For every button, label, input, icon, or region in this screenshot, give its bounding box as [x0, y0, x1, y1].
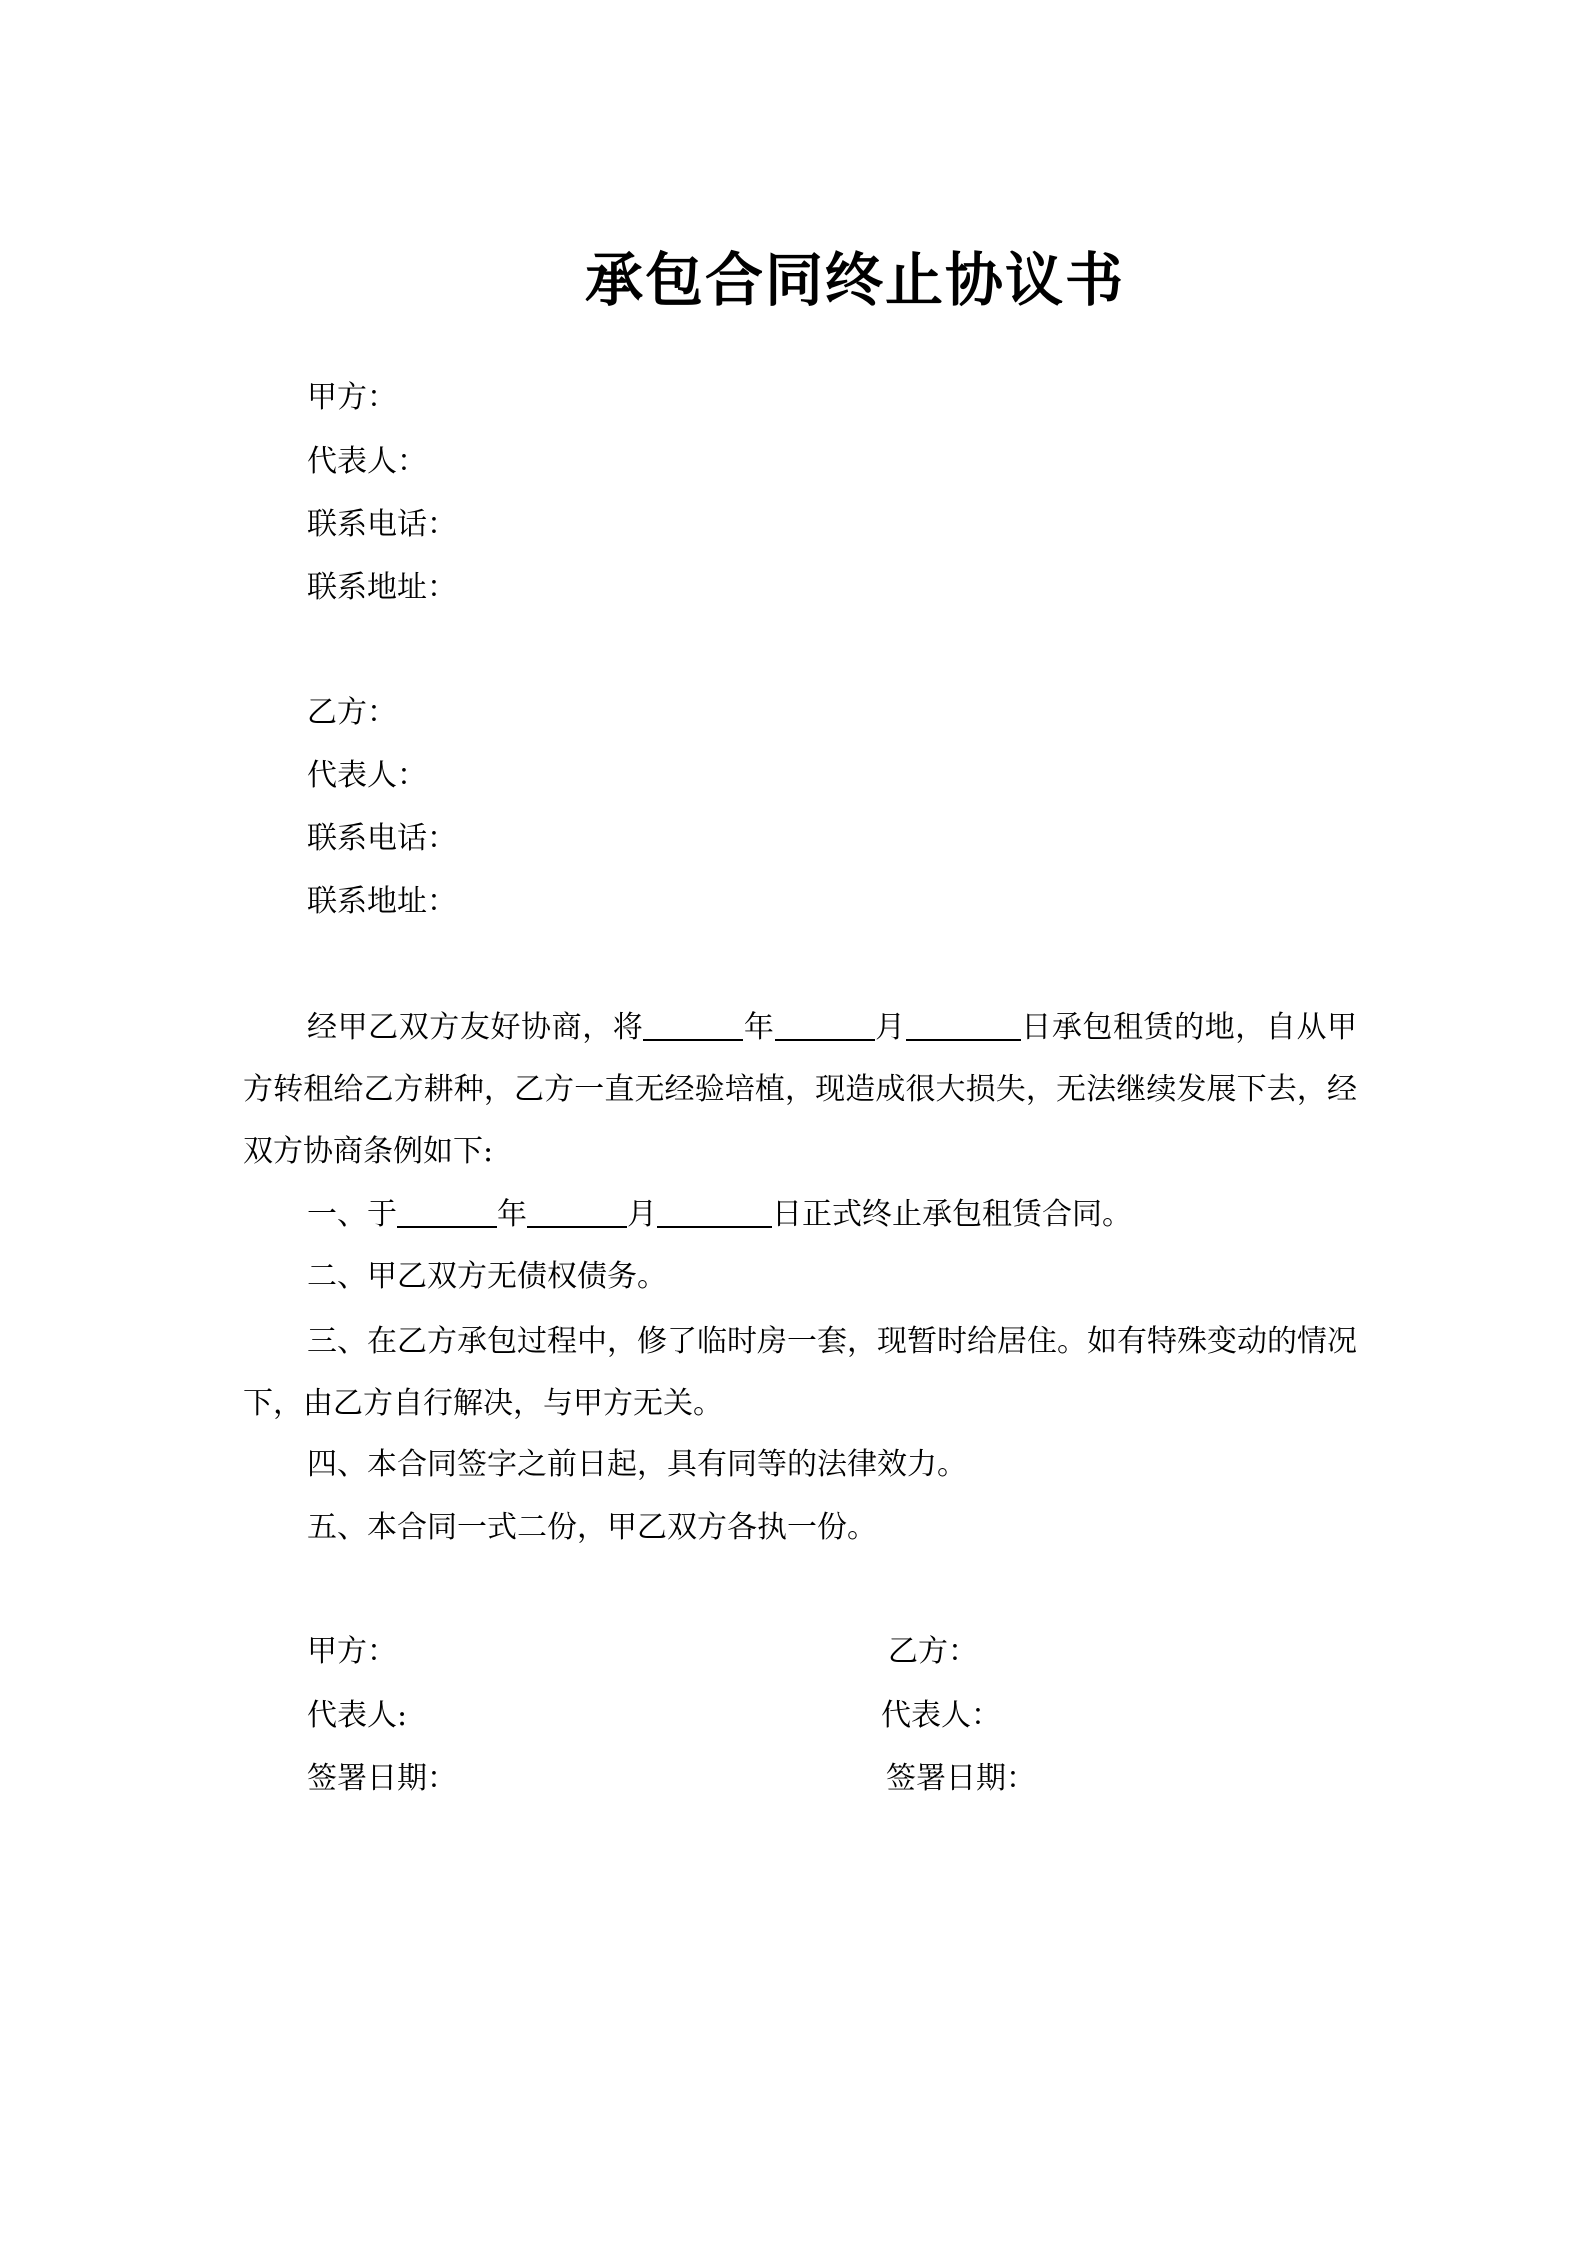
- party-a-rep-label: 代表人：: [307, 444, 427, 479]
- clause-3: 三、在乙方承包过程中，修了临时房一套，现暂时给居住。如有特殊变动的情况下，由乙方自行解决，与甲方无关。: [243, 1324, 1357, 1421]
- clause-1-year-blank: [397, 1196, 497, 1228]
- party-a-phone-label: 联系电话：: [307, 507, 457, 542]
- signature-date-a: 签署日期：: [307, 1761, 457, 1796]
- party-b-name-label: 乙方：: [307, 695, 397, 730]
- clause-1-year: 年: [497, 1197, 527, 1232]
- month-blank: [775, 1009, 875, 1041]
- clause-4: 四、本合同签字之前日起，具有同等的法律效力。: [307, 1447, 967, 1482]
- party-a-name-label: 甲方：: [307, 380, 397, 415]
- signature-rep-b: 代表人：: [881, 1698, 1001, 1733]
- signature-party-b: 乙方：: [888, 1634, 978, 1669]
- month-label: 月: [874, 1010, 906, 1045]
- clause-1-end: 日正式终止承包租赁合同。: [772, 1197, 1132, 1232]
- clause-5: 五、本合同一式二份，甲乙双方各执一份。: [307, 1510, 877, 1545]
- year-blank: [643, 1009, 743, 1041]
- signature-rep-a: 代表人:: [307, 1698, 408, 1733]
- year-label: 年: [743, 1010, 775, 1045]
- clause-1-month: 月: [627, 1197, 657, 1232]
- clause-2: 二、甲乙双方无债权债务。: [307, 1259, 667, 1294]
- party-a-address-label: 联系地址：: [307, 570, 457, 605]
- clause-1-start: 一、于: [307, 1197, 397, 1232]
- signature-date-b: 签署日期：: [886, 1761, 1036, 1796]
- signature-party-a: 甲方：: [307, 1634, 397, 1669]
- party-b-phone-label: 联系电话：: [307, 821, 457, 856]
- party-b-address-label: 联系地址：: [307, 884, 457, 919]
- intro-start: 经甲乙双方友好协商，将: [307, 1010, 644, 1045]
- party-b-rep-label: 代表人：: [307, 758, 427, 793]
- day-blank: [906, 1009, 1021, 1041]
- clause-1: [307, 1195, 1132, 1235]
- clause-1-month-blank: [527, 1196, 627, 1228]
- clause-1-day-blank: [657, 1196, 772, 1228]
- intro-paragraph: [243, 997, 1357, 1183]
- intro-rest: 日承包租赁的地，自从甲方转租给乙方耕种，乙方一直无经验培植，现造成很大损失，无法继续发展下去，经双方协商条例如下:: [243, 1010, 1358, 1169]
- document-title: 承包合同终止协议书: [584, 246, 1125, 314]
